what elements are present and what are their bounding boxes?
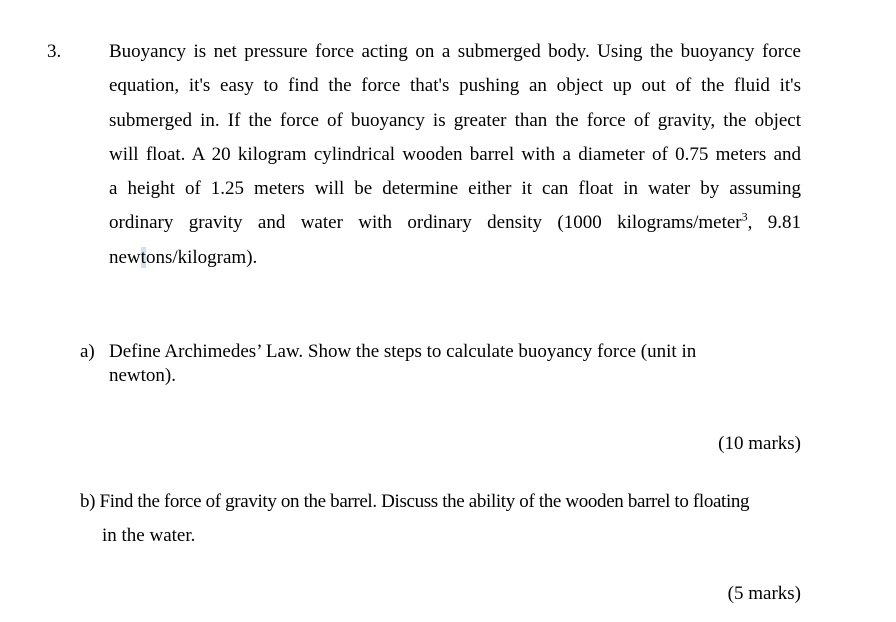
intro-line	[109, 246, 257, 270]
part-a-question: newton).	[109, 365, 177, 386]
intro-text: new	[109, 247, 141, 268]
intro-line: submerged in. If the force of buoyancy is greater than the force of gravity, the object	[109, 110, 801, 131]
part-b-marks: (5 marks)	[727, 583, 801, 604]
part-b-question: in the water.	[102, 525, 196, 546]
intro-line: Buoyancy is net pressure force acting on a submerged body. Using the buoyancy force	[109, 41, 801, 62]
intro-line	[109, 211, 801, 235]
part-b-question: b) Find the force of gravity on the barrel. Discuss the ability of the wooden barrel to floating	[80, 491, 750, 512]
superscript: 3	[741, 209, 748, 224]
intro-text: , 9.81	[747, 212, 801, 233]
question-number: 3.	[47, 41, 62, 62]
part-a-marks: (10 marks)	[718, 433, 801, 454]
intro-line: equation, it's easy to find the force that's pushing an object up out of the fluid it's	[109, 75, 801, 96]
text-cursor-highlight: t	[140, 247, 146, 268]
intro-text: ons/kilogram).	[145, 247, 258, 268]
intro-line: a height of 1.25 meters will be determine either it can float in water by assuming	[109, 178, 801, 199]
intro-line: will float. A 20 kilogram cylindrical wooden barrel with a diameter of 0.75 meters and	[109, 144, 801, 165]
part-a-question: Define Archimedes’ Law. Show the steps to calculate buoyancy force (unit in	[109, 341, 697, 362]
part-a-label: a)	[80, 341, 95, 362]
intro-text: ordinary gravity and water with ordinary density (1000 kilograms/meter	[109, 212, 742, 233]
